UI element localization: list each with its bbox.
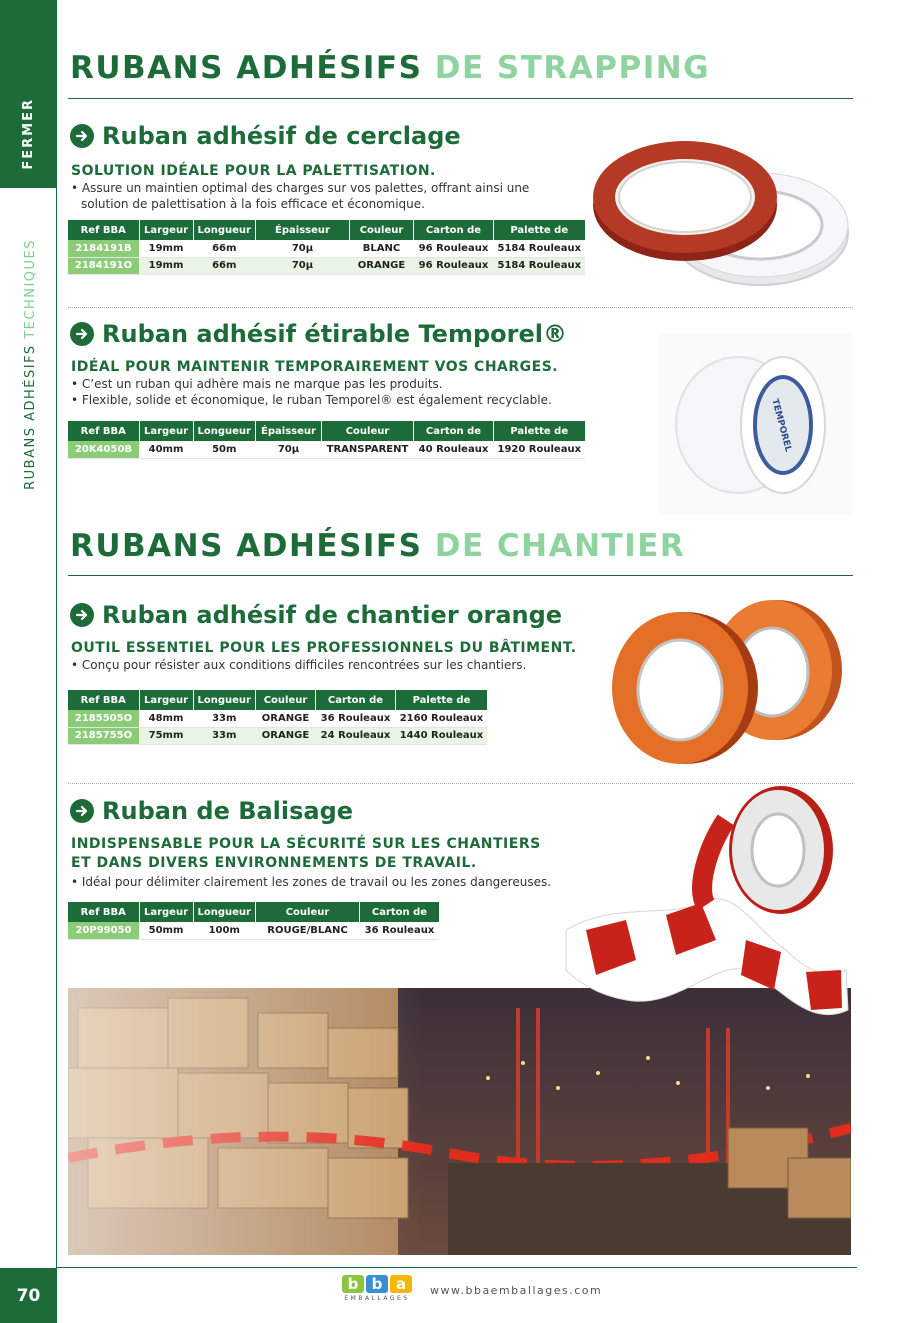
arrow-right-icon — [70, 799, 94, 823]
product-subtitle: OUTIL ESSENTIEL POUR LES PROFESSIONNELS DU BÂTIMENT. — [71, 640, 577, 656]
spec-table-balisage: Ref BBA Largeur Longueur Couleur Carton de 20P99050 50mm 100m ROUGE/BLANC 36 Rouleaux — [68, 902, 440, 940]
product-bullets: • Assure un maintien optimal des charges sur vos palettes, offrant ainsi une solution de palettisation à la fois efficace et économique. — [71, 181, 530, 211]
arrow-right-icon — [70, 322, 94, 346]
table-row: 20P99050 50mm 100m ROUGE/BLANC 36 Rouleaux — [68, 922, 439, 939]
section-rule — [68, 98, 853, 99]
product-bullets: • Conçu pour résister aux conditions difficiles rencontrées sur les chantiers. — [71, 658, 527, 672]
image-balisage-tape — [556, 780, 852, 1042]
category-label: RUBANS ADHÉSIFS TECHNIQUES — [22, 239, 38, 490]
footer-rule — [57, 1267, 857, 1268]
section-rule — [68, 575, 853, 576]
product-title: Ruban adhésif de cerclage — [102, 122, 461, 150]
rail-divider — [56, 188, 57, 1323]
product-heading-temporel — [70, 320, 567, 348]
separator — [68, 307, 853, 308]
table-row: 2185755O 75mm 33m ORANGE 24 Rouleaux 1440 Rouleaux — [68, 727, 487, 744]
table-row: 2184191O 19mm 66m 70µ ORANGE 96 Rouleaux 5184 Rouleaux — [68, 257, 585, 274]
spec-table-cerclage: Ref BBA Largeur Longueur Épaisseur Couleur Carton de Palette de 2184191B 19mm 66m 70µ BLANC 96 Rouleaux 5184 Rouleaux 2184191O 19mm 66m 70µ ORANGE 96 Rouleaux 5184 Rouleaux — [68, 220, 586, 275]
product-title: Ruban adhésif étirable Temporel® — [102, 320, 567, 348]
section-title-strapping: RUBANS ADHÉSIFS DE STRAPPING — [70, 50, 711, 86]
chapter-label: FERMER — [21, 98, 36, 170]
product-heading-balisage — [70, 797, 353, 825]
product-heading-chantier — [70, 601, 562, 629]
product-subtitle: INDISPENSABLE POUR LA SÉCURITÉ SUR LES CHANTIERS ET DANS DIVERS ENVIRONNEMENTS DE TRAVAIL. — [71, 836, 541, 871]
product-heading-cerclage — [70, 122, 461, 150]
table-row: 2184191B 19mm 66m 70µ BLANC 96 Rouleaux 5184 Rouleaux — [68, 240, 585, 257]
section-title-chantier: RUBANS ADHÉSIFS DE CHANTIER — [70, 528, 686, 564]
arrow-right-icon — [70, 124, 94, 148]
image-chantier-rolls — [596, 590, 852, 768]
product-title: Ruban adhésif de chantier orange — [102, 601, 563, 629]
image-cerclage-rolls — [590, 125, 852, 295]
product-subtitle: SOLUTION IDÉALE POUR LA PALETTISATION. — [71, 163, 436, 179]
product-title: Ruban de Balisage — [102, 797, 354, 825]
table-row: 20K4050B 40mm 50m 70µ TRANSPARENT 40 Rouleaux 1920 Rouleaux — [68, 441, 585, 458]
svg-text:TEMPOREL: TEMPOREL — [769, 397, 793, 454]
image-temporel-roll — [658, 333, 852, 515]
table-row: 2185505O 48mm 33m ORANGE 36 Rouleaux 2160 Rouleaux — [68, 710, 487, 727]
product-bullets: • Idéal pour délimiter clairement les zones de travail ou les zones dangereuses. — [71, 875, 552, 889]
spec-table-chantier: Ref BBA Largeur Longueur Couleur Carton de Palette de 2185505O 48mm 33m ORANGE 36 Rouleaux 2160 Rouleaux 2185755O 75mm 33m ORANGE 24 Rouleaux 1440 Rouleaux — [68, 690, 488, 745]
spec-table-temporel: Ref BBA Largeur Longueur Épaisseur Couleur Carton de Palette de 20K4050B 40mm 50m 70µ TRANSPARENT 40 Rouleaux 1920 Rouleaux — [68, 421, 586, 459]
arrow-right-icon — [70, 603, 94, 627]
website-link[interactable]: www.bbaemballages.com — [430, 1284, 603, 1297]
page-number: 70 — [0, 1268, 57, 1323]
product-bullets: • C’est un ruban qui adhère mais ne marque pas les produits. • Flexible, solide et économique, le ruban Temporel® est également recyclable. — [71, 377, 552, 407]
product-subtitle: IDÉAL POUR MAINTENIR TEMPORAIREMENT VOS CHARGES. — [71, 359, 559, 375]
brand-logo: b b a EMBALLAGES — [334, 1275, 420, 1309]
